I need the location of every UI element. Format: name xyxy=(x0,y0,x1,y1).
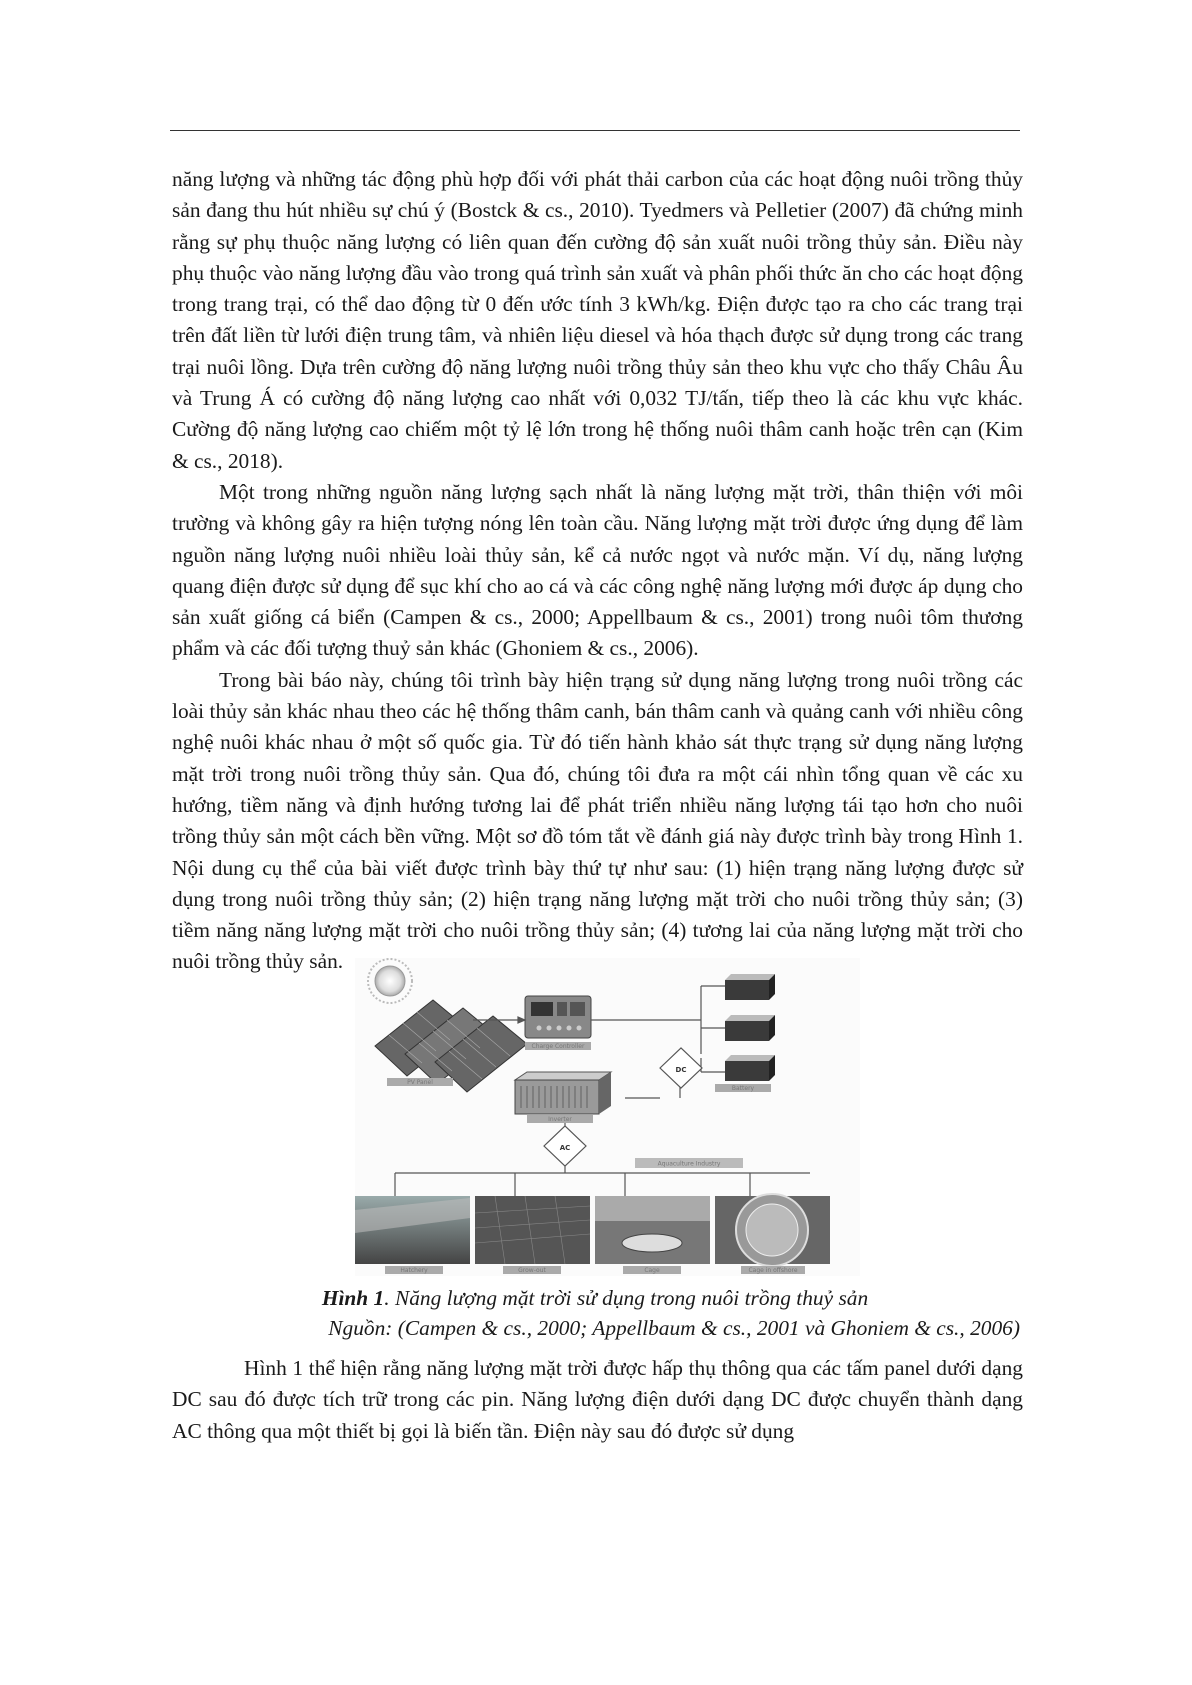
figure-caption-text: . Năng lượng mặt trời sử dụng trong nuôi trồng thuỷ sản xyxy=(384,1286,869,1310)
industry-label: Aquaculture Industry xyxy=(657,1160,721,1168)
body-text-top xyxy=(172,164,1023,978)
header-rule xyxy=(170,130,1020,131)
cage-offshore-label: Cage in offshore xyxy=(748,1267,798,1274)
cage-offshore-photo xyxy=(715,1194,830,1266)
charge-controller-icon xyxy=(525,996,591,1038)
hatchery-label: Hatchery xyxy=(400,1267,428,1274)
figure-source: Nguồn: (Campen & cs., 2000; Appellbaum & cs., 2001 và Ghoniem & cs., 2006) xyxy=(328,1316,1020,1340)
cage-photo xyxy=(595,1196,710,1264)
paragraph-4: Hình 1 thể hiện rằng năng lượng mặt trời được hấp thụ thông qua các tấm panel dưới dạng DC sau đó được tích trữ trong các pin. Năng lượng điện dưới dạng DC được chuyển thành dạng AC thông qua một thiết bị gọi là biến tần. Điện này sau đó được sử dụng xyxy=(172,1356,1023,1443)
body-text-bottom xyxy=(172,1353,1023,1447)
grow-out-photo xyxy=(475,1196,590,1264)
figure-solar-system-diagram xyxy=(355,958,860,1276)
grow-out-label: Grow-out xyxy=(518,1267,546,1274)
sun-icon xyxy=(368,959,412,1003)
inverter-label: Inverter xyxy=(548,1116,572,1123)
paragraph-3: Trong bài báo này, chúng tôi trình bày hiện trạng sử dụng năng lượng trong nuôi trồng các loài thủy sản khác nhau theo các hệ thống thâm canh, bán thâm canh và quảng canh với nhiều công nghệ nuôi khác nhau ở một số quốc gia. Từ đó tiến hành khảo sát thực trạng sử dụng năng lượng mặt trời trong nuôi trồng thủy sản. Qua đó, chúng tôi đưa ra một cái nhìn tổng quan về các xu hướng, tiềm năng và định hướng tương lai để phát triển nhiều năng lượng tái tạo hơn cho nuôi trồng thủy sản một cách bền vững. Một sơ đồ tóm tắt về đánh giá này được trình bày trong Hình 1. Nội dung cụ thể của bài viết được trình bày thứ tự như sau: (1) hiện trạng năng lượng được sử dụng trong nuôi trồng thủy sản; (2) hiện trạng năng lượng mặt trời cho nuôi trồng thủy sản; (3) tiềm năng năng lượng mặt trời cho nuôi trồng thủy sản; (4) tương lai của năng lượng mặt trời cho nuôi trồng thủy sản. xyxy=(172,667,1023,974)
battery-icon xyxy=(725,974,775,1081)
pv-panel-label: PV Panel xyxy=(407,1079,433,1086)
inverter-icon xyxy=(515,1072,611,1114)
dc-label: DC xyxy=(675,1066,687,1074)
paragraph-2: Một trong những nguồn năng lượng sạch nhất là năng lượng mặt trời, thân thiện với môi trường và không gây ra hiện tượng nóng lên toàn cầu. Năng lượng mặt trời được ứng dụng để làm nguồn năng lượng nuôi nhiều loài thủy sản, kể cả nước ngọt và nước mặn. Ví dụ, năng lượng quang điện được sử dụng để sục khí cho ao cá và các công nghệ năng lượng mới được áp dụng cho sản xuất giống cá biển (Campen & cs., 2000; Appellbaum & cs., 2001) trong nuôi tôm thương phẩm và các đối tượng thuỷ sản khác (Ghoniem & cs., 2006). xyxy=(172,479,1023,661)
hatchery-photo xyxy=(355,1196,470,1264)
battery-label: Battery xyxy=(731,1085,755,1092)
figure-caption-number: Hình 1 xyxy=(321,1286,385,1310)
cage-label: Cage xyxy=(644,1267,660,1274)
figure-caption xyxy=(170,1283,1020,1313)
ac-label: AC xyxy=(559,1144,571,1152)
charge-controller-label: Charge Controller xyxy=(531,1043,585,1050)
paragraph-1: năng lượng và những tác động phù hợp đối với phát thải carbon của các hoạt động nuôi trồng thủy sản đang thu hút nhiều sự chú ý (Bostck & cs., 2010). Tyedmers và Pelletier (2007) đã chứng minh rằng sự phụ thuộc năng lượng có liên quan đến cường độ sản xuất nuôi trồng thủy sản. Điều này phụ thuộc vào năng lượng đầu vào trong quá trình sản xuất và phân phối thức ăn cho các hoạt động trong trang trại, có thể dao động từ 0 đến ước tính 3 kWh/kg. Điện được tạo ra cho các trang trại trên đất liền từ lưới điện trung tâm, và nhiên liệu diesel và hóa thạch được sử dụng trong các trang trại nuôi lồng. Dựa trên cường độ năng lượng nuôi trồng thủy sản theo khu vực cho thấy Châu Âu và Trung Á có cường độ năng lượng cao nhất với 0,032 TJ/tấn, tiếp theo là các khu vực khác. Cường độ năng lượng cao chiếm một tỷ lệ lớn trong hệ thống nuôi thâm canh hoặc trên cạn (Kim & cs., 2018). xyxy=(172,167,1023,473)
